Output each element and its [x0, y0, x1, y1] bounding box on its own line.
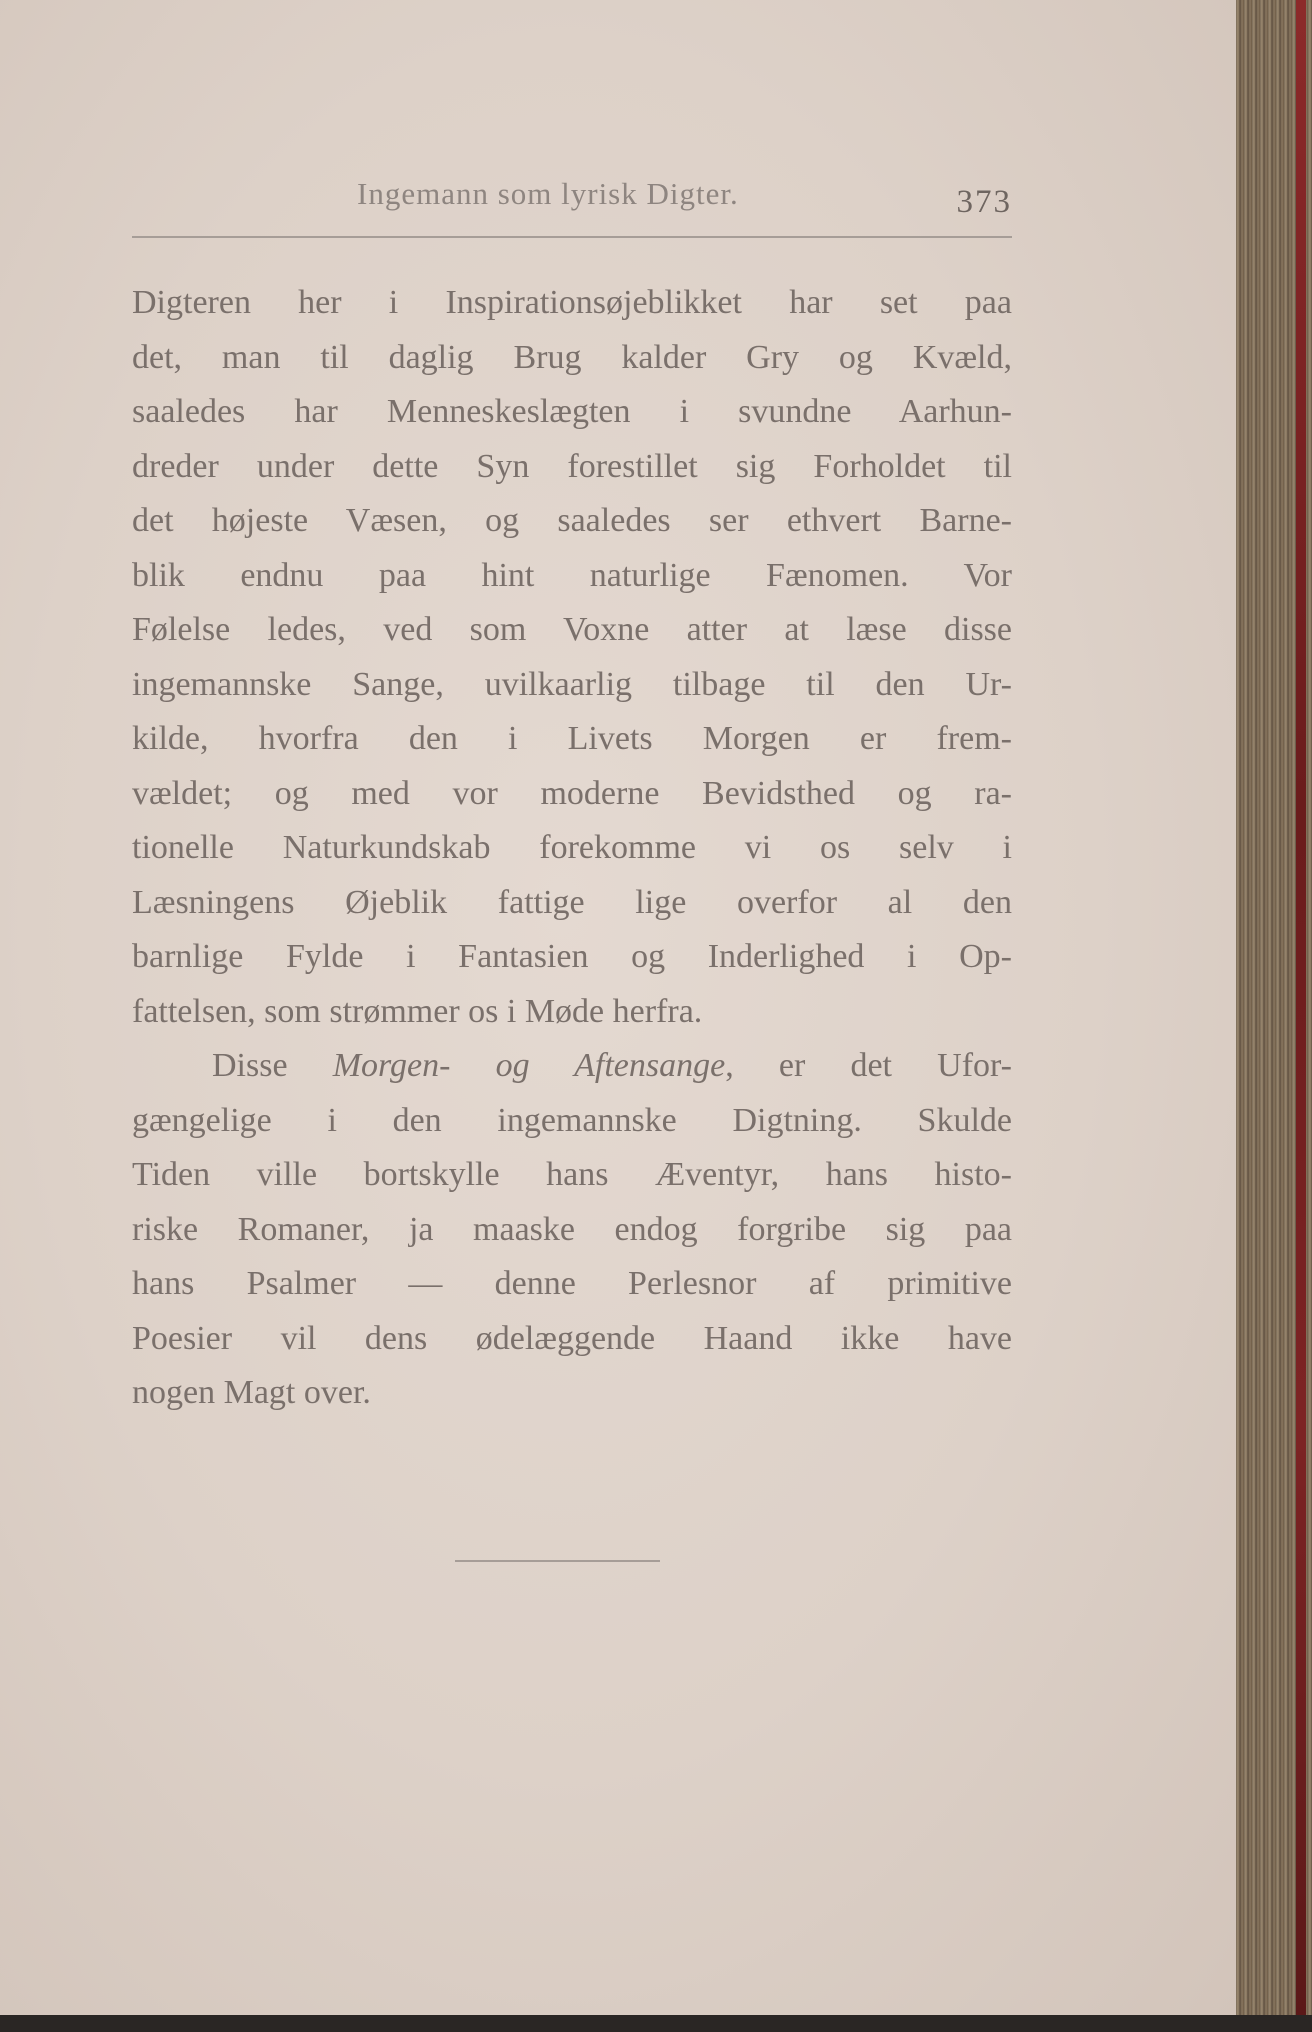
text-line: gængelige i den ingemannske Digtning. Skulde: [132, 1101, 1012, 1139]
text-line: kilde, hvorfra den i Livets Morgen er frem-: [132, 720, 1012, 757]
bottom-shadow: [0, 2015, 1312, 2032]
text-line: Poesier vil dens ødelæggende Haand ikke have: [132, 1319, 1012, 1357]
page-header: [132, 170, 1012, 230]
text-line: det, man til daglig Brug kalder Gry og Kvæld,: [132, 338, 1012, 376]
text-line: blik endnu paa hint naturlige Fænomen. Vor: [132, 556, 1012, 594]
text-span: , er det Ufor-: [725, 1047, 1012, 1084]
text-line: barnlige Fylde i Fantasien og Inderlighed i Op-: [132, 938, 1012, 975]
page-edge-binding: [1236, 0, 1312, 2032]
page-number: 373: [956, 184, 1012, 220]
text-line: nogen Magt over.: [132, 1374, 371, 1411]
text-line: saaledes har Menneskeslægten i svundne Aarhun-: [132, 393, 1012, 430]
text-line: det højeste Væsen, og saaledes ser ethvert Barne-: [132, 502, 1012, 539]
text-line: Digteren her i Inspirationsøjeblikket har set paa: [132, 284, 1012, 321]
header-rule: [132, 236, 1012, 238]
section-end-rule: [455, 1560, 660, 1562]
italic-title: Morgen- og Aftensange: [332, 1047, 726, 1084]
text-line: fattelsen, som strømmer os i Møde herfra.: [132, 992, 703, 1030]
text-span: Disse: [212, 1047, 333, 1084]
text-line: riske Romaner, ja maaske endog forgribe sig paa: [132, 1210, 1012, 1248]
text-line: Følelse ledes, ved som Voxne atter at læse disse: [132, 611, 1012, 648]
text-line: ingemannske Sange, uvilkaarlig tilbage til den Ur-: [132, 665, 1012, 703]
text-line: tionelle Naturkundskab forekomme vi os selv i: [132, 829, 1012, 866]
text-line: Tiden ville bortskylle hans Æventyr, hans histo-: [132, 1156, 1012, 1193]
text-line: hans Psalmer — denne Perlesnor af primitive: [132, 1265, 1012, 1302]
text-line: vældet; og med vor moderne Bevidsthed og ra-: [132, 774, 1012, 812]
text-line: dreder under dette Syn forestillet sig Forholdet til: [132, 447, 1012, 485]
text-line: Læsningens Øjeblik fattige lige overfor al den: [132, 883, 1012, 921]
paragraph2-first-line: [132, 1039, 1012, 1094]
body-text: [132, 276, 1012, 1421]
running-title: Ingemann som lyrisk Digter.: [357, 176, 739, 211]
